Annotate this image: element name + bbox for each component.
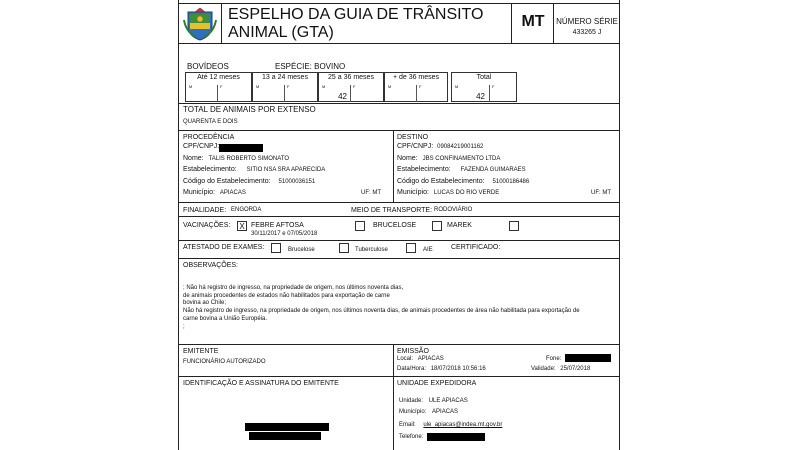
- destino-nome-label: Nome:: [397, 155, 418, 162]
- unidade-email[interactable]: ule_apiacas@indea.mt.gov.br: [423, 422, 503, 428]
- serie-label: NÚMERO SÉRIE: [556, 17, 618, 26]
- finalidade-label: FINALIDADE:: [183, 207, 227, 214]
- species-group: BOVÍDEOS: [187, 62, 229, 71]
- marek-vacina-label: MAREK: [447, 222, 472, 229]
- destino-uf: UF: MT: [591, 190, 611, 196]
- assinatura-redacted-2: [249, 432, 321, 440]
- male-label: M: [455, 84, 459, 89]
- procedencia-codigo-label: Código do Estabelecimento:: [183, 178, 271, 185]
- assinatura-redacted-1: [245, 423, 329, 431]
- destino-nome: JBS CONFINAMENTO LTDA: [422, 156, 501, 162]
- age-column-value: 42: [338, 92, 347, 101]
- procedencia-municipio-label: Município:: [183, 189, 215, 196]
- vacinacoes-label: VACINAÇÕES:: [183, 222, 231, 229]
- destino-municipio-row: [397, 189, 499, 196]
- procedencia-cpf-redacted: [219, 144, 263, 152]
- destino-municipio: LUCAS DO RIO VERDE: [433, 190, 500, 196]
- unidade-label: UNIDADE EXPEDIDORA: [397, 380, 477, 387]
- emissao-validade: 25/07/2018: [560, 366, 591, 372]
- unidade-nome-row: [399, 398, 468, 404]
- procedencia-estab-label: Estabelecimento:: [183, 166, 237, 173]
- observacao-line: Não há registro de ingresso, na propriedade de origem, nos últimos noventa dias, de animais procedentes de área não habilitada para exportação de: [183, 308, 580, 314]
- age-column-25-36: [318, 72, 384, 102]
- emissao-datahora-row: [397, 366, 486, 372]
- age-column-until-12: [185, 72, 252, 102]
- exame-brucelose-checkbox: [271, 243, 281, 253]
- procedencia-cpf-label: CPF/CNPJ:: [183, 143, 220, 150]
- unidade-nome: ULE APIACAS: [428, 398, 468, 404]
- age-column-label: Até 12 meses: [197, 74, 240, 81]
- observacao-line: ; Não há registro de ingresso, na propriedade de origem, nos últimos noventa dias,: [183, 285, 404, 291]
- emissao-fone-label: Fone:: [546, 356, 562, 362]
- species-name: ESPÉCIE: BOVINO: [275, 62, 346, 71]
- unidade-email-label: Email:: [399, 422, 416, 428]
- destino-estab-label: Estabelecimento:: [397, 166, 451, 173]
- age-column-over-36: [384, 72, 448, 102]
- unidade-telefone-label: Telefone:: [399, 434, 424, 440]
- emissao-validade-row: [531, 366, 590, 372]
- assinatura-label: IDENTIFICAÇÃO E ASSINATURA DO EMITENTE: [183, 380, 339, 387]
- unidade-municipio-label: Município:: [399, 409, 427, 415]
- procedencia-estab: SITIO NSA SRA APARECIDA: [246, 167, 326, 173]
- age-column-label: 25 a 36 meses: [328, 74, 374, 81]
- unidade-email-row: [399, 422, 502, 428]
- exames-label: ATESTADO DE EXAMES:: [183, 244, 265, 251]
- destino-estab-row: [397, 166, 526, 173]
- emitente-label: EMITENTE: [183, 348, 219, 355]
- emissao-validade-label: Validade:: [531, 366, 556, 372]
- observacao-line: de animais procedentes de estados não habilitados para exportação de carne: [183, 293, 390, 299]
- emissao-local-row: [397, 356, 444, 362]
- procedencia-uf: UF: MT: [361, 190, 381, 196]
- unidade-municipio-row: [399, 409, 458, 415]
- age-column-label: Total: [476, 74, 492, 81]
- emitente-value: FUNCIONÁRIO AUTORIZADO: [183, 359, 266, 365]
- state-code: MT: [521, 13, 545, 30]
- procedencia-codigo-row: [183, 178, 315, 185]
- emissao-datahora: 18/07/2018 10:56:16: [430, 366, 486, 372]
- exame-brucelose-label: Brucelose: [288, 247, 315, 253]
- destino-cpf-label: CPF/CNPJ:: [397, 143, 434, 150]
- total-extenso-value: QUARENTA E DOIS: [183, 119, 238, 125]
- transporte-label: MEIO DE TRANSPORTE:: [351, 207, 433, 214]
- procedencia-municipio: APIACAS: [219, 190, 246, 196]
- destino-cpf-row: [397, 143, 483, 150]
- destino-cpf: 09084219001162: [437, 144, 484, 150]
- observacao-line: bovina ao Chile;: [183, 300, 227, 306]
- male-label: M: [256, 84, 260, 89]
- certificado-label: CERTIFICADO:: [451, 244, 501, 251]
- female-label: F: [220, 84, 223, 89]
- procedencia-nome-row: [183, 155, 289, 162]
- procedencia-nome-label: Nome:: [183, 155, 204, 162]
- destino-codigo: 51000186486: [492, 179, 530, 185]
- male-label: M: [388, 84, 392, 89]
- febre-aftosa-label: FEBRE AFTOSA: [251, 222, 304, 229]
- emissao-datahora-label: Data/Hora:: [397, 366, 427, 372]
- unidade-telefone-redacted: [427, 433, 485, 441]
- observacao-line: carne bovina a União Européia.: [183, 316, 268, 322]
- brucelose-vacina-checkbox: [355, 221, 365, 231]
- age-column-13-24: [252, 72, 318, 102]
- unidade-nome-label: Unidade:: [399, 398, 424, 404]
- procedencia-estab-row: [183, 166, 325, 173]
- document-title: [228, 6, 483, 42]
- age-column-label: + de 36 meses: [392, 74, 440, 81]
- female-label: F: [492, 84, 495, 89]
- emissao-label: EMISSÃO: [397, 348, 429, 355]
- procedencia-title: PROCEDÊNCIA: [183, 134, 235, 141]
- total-extenso-label: TOTAL DE ANIMAIS POR EXTENSO: [183, 105, 316, 114]
- marek-vacina-checkbox-a: [432, 221, 442, 231]
- age-column-label: 13 a 24 meses: [262, 74, 308, 81]
- destino-title: DESTINO: [397, 134, 429, 141]
- female-label: F: [419, 84, 422, 89]
- observacao-line: ;: [183, 324, 185, 330]
- gta-document: [178, 0, 620, 450]
- document-title-line2: ANIMAL (GTA): [228, 24, 334, 41]
- transporte-value: RODOVIÁRIO: [434, 207, 473, 213]
- marek-vacina-checkbox-b: [509, 221, 519, 231]
- exame-aie-label: AIE: [423, 247, 433, 253]
- observacoes-label: OBSERVAÇÕES:: [183, 262, 238, 269]
- destino-estab: FAZENDA GUIMARAES: [460, 167, 526, 173]
- male-label: M: [322, 84, 326, 89]
- female-label: F: [287, 84, 290, 89]
- procedencia-nome: TALIS ROBERTO SIMONATO: [208, 156, 290, 162]
- destino-codigo-label: Código do Estabelecimento:: [397, 178, 485, 185]
- exame-aie-checkbox: [406, 243, 416, 253]
- female-label: F: [353, 84, 356, 89]
- emissao-local: APIACAS: [417, 356, 444, 362]
- exame-tuberculose-label: Tuberculose: [355, 247, 388, 253]
- destino-codigo-row: [397, 178, 529, 185]
- destino-municipio-label: Município:: [397, 189, 429, 196]
- male-label: M: [189, 84, 193, 89]
- age-column-value: 42: [476, 92, 485, 101]
- procedencia-codigo: 51000036151: [278, 179, 316, 185]
- finalidade-value: ENGORDA: [231, 207, 262, 213]
- procedencia-municipio-row: [183, 189, 246, 196]
- exame-tuberculose-checkbox: [339, 243, 349, 253]
- serie-value: 433265 J: [572, 29, 602, 36]
- emissao-fone-redacted: [565, 354, 611, 362]
- destino-nome-row: [397, 155, 500, 162]
- brucelose-vacina-label: BRUCELOSE: [373, 222, 417, 229]
- unidade-municipio: APIACAS: [432, 409, 459, 415]
- febre-aftosa-dates: 30/11/2017 e 07/05/2018: [251, 231, 318, 237]
- febre-aftosa-checkbox: X: [237, 221, 247, 231]
- state-coat-of-arms-logo: [182, 6, 218, 42]
- emissao-local-label: Local:: [397, 356, 414, 362]
- document-title-line1: ESPELHO DA GUIA DE TRÂNSITO: [228, 6, 484, 23]
- age-column-total: [451, 72, 517, 102]
